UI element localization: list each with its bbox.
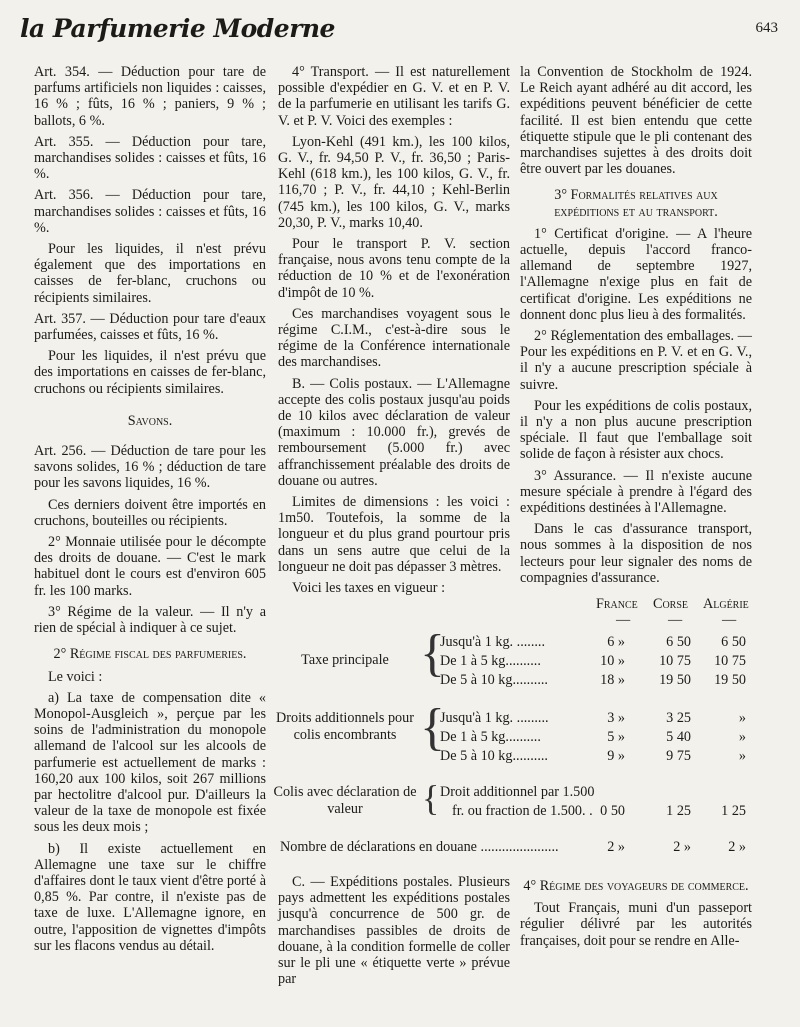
row-desc: De 1 à 5 kg.......... (440, 653, 541, 669)
paragraph: Art. 355. — Déduction pour tare, marchandises solides : caisses et fûts, 16 %. (34, 133, 266, 183)
paragraph: 3° Assurance. — Il n'existe aucune mesure spéciale à prendre à l'égard des expéditions destinées à l'Allemagne. (520, 467, 752, 517)
row-desc: De 5 à 10 kg.......... (440, 672, 548, 688)
header-dash: — (616, 612, 631, 628)
row-desc: fr. ou fraction de 1.500. . (452, 803, 593, 819)
cell: 5 40 (666, 729, 691, 745)
cell: » (738, 710, 746, 726)
paragraph: Tout Français, muni d'un passeport régulier délivré par les autorités françaises, doit pour se rendre en Alle- (520, 900, 752, 949)
header-dash: — (668, 612, 683, 628)
section-heading: 4° Régime des voyageurs de commerce. (523, 878, 749, 894)
row-desc: Nombre de déclarations en douane ...................... (280, 839, 559, 855)
column-2-bottom (278, 874, 510, 992)
paragraph: C. — Expéditions postales. Plusieurs pays admettent les expéditions postales jusqu'à concurrence de 500 gr. de marchandises passibles de droits de douane, à la condition formelle de coller sur le pli une « étiquette verte » prévue par (278, 874, 510, 988)
section-heading: 2° Régime fiscal des parfumeries. (53, 646, 247, 663)
paragraph: b) Il existe actuellement en Allemagne une taxe sur le chiffre d'affaires dont le taux vient d'être porté à 0,85 %. Par contre, il n'existe pas de taxe de luxe. L'Allemagne ignore, en outre, l'apposition de vignettes d'impôts sur les flacons vendus au détail. (34, 840, 266, 954)
paragraph: Pour les liquides, il n'est prévu également que des importations en caisses de fer-blanc, cruchons ou récipients similaires. (34, 241, 266, 306)
cell: 2 » (607, 839, 625, 855)
paragraph: Pour les liquides, il n'est prévu que des importations en caisses de fer-blanc, cruchons ou récipients similaires. (34, 348, 266, 397)
cell: 10 75 (659, 653, 691, 669)
cell: 6 » (607, 634, 625, 650)
row-desc: Jusqu'à 1 kg. ........ (440, 634, 546, 650)
paragraph: B. — Colis postaux. — L'Allemagne accepte des colis postaux jusqu'au poids de 10 kilos avec déclaration de valeur (maximum : 10.000 fr.), grevés de remboursement (5.000 fr.) avec affranchissement préalable des droits de douane ou autres. (278, 375, 510, 489)
cell: 3 » (607, 710, 625, 726)
paragraph: Lyon-Kehl (491 km.), les 100 kilos, G. V., fr. 94,50 P. V., fr. 36,50 ; Paris-Kehl (618 km.), les 100 kilos, G. V., fr. 116,70 ; P. V., fr. 44,10 ; Kehl-Berlin (745 km.), les 100 kilos, G. V., marks 20,30, P. V., marks 10,40. (278, 133, 510, 231)
column-header-corse: Corse (653, 596, 689, 612)
cell: 2 » (673, 839, 691, 855)
paragraph: Dans le cas d'assurance transport, nous sommes à la disposition de nos lecteurs pour leur signaler des noms de compagnies d'assurance. (520, 521, 752, 586)
cell: 3 25 (666, 710, 691, 726)
cell: 1 25 (666, 803, 691, 819)
row-desc: Droit additionnel par 1.500 (440, 784, 595, 800)
brace-glyph: { (420, 699, 445, 756)
paragraph: a) La taxe de compensation dite « Monopol-Ausgleich », perçue par les soins de l'administration du monopole allemand de l'alcool sur les alcools de parfumerie est actuellement de marks : 160,20 aux 100 kilos, soit 267 millions par hectolitre d'alcool pur. D'ailleurs la valeur de la taxe de monopole est fixée sous les deux mois ; (34, 689, 266, 836)
paragraph: 1° Certificat d'origine. — A l'heure actuelle, depuis l'accord franco-allemand de septembre 1927, l'Allemagne n'exige plus en fait de certificat d'origine. Les expéditions ne donnent donc plus lieu à des formalités. (520, 225, 752, 323)
column-3 (520, 64, 752, 591)
cell: 2 » (728, 839, 746, 855)
paragraph: 2° Réglementation des emballages. — Pour les expéditions en P. V. et en G. V., il n'y a aucune prescription spéciale à suivre. (520, 328, 752, 393)
column-1 (34, 64, 266, 959)
cell: 1 25 (721, 803, 746, 819)
column-header-algerie: Algérie (703, 596, 749, 612)
group-label: Taxe principale (301, 652, 389, 668)
group-label: Droits additionnels pour colis encombrants (276, 710, 414, 743)
cell: 19 50 (659, 672, 691, 688)
group-label: Colis avec déclaration de valeur (273, 784, 417, 817)
cell: 18 » (600, 672, 625, 688)
paragraph: Pour le transport P. V. section française, nous avons tenu compte de la réduction de 10 % et de l'exonération d'impôt de 10 %. (278, 236, 510, 301)
paragraph: Art. 256. — Déduction de tare pour les savons solides, 16 % ; déduction de tare pour les savons liquides, 16 %. (34, 443, 266, 492)
paragraph: Voici les taxes en vigueur : (292, 580, 446, 597)
cell: 10 75 (714, 653, 746, 669)
header-dash: — (722, 612, 737, 628)
brace-glyph: { (422, 778, 440, 818)
cell: 6 50 (666, 634, 691, 650)
row-desc: De 1 à 5 kg.......... (440, 729, 541, 745)
paragraph: Le voici : (48, 668, 103, 685)
paragraph: Art. 356. — Déduction pour tare, marchandises solides : caisses et fûts, 16 %. (34, 187, 266, 236)
paragraph: Ces derniers doivent être importés en cruchons, bouteilles ou récipients. (34, 496, 266, 529)
cell: 9 » (607, 748, 625, 764)
paragraph: 3° Régime de la valeur. — Il n'y a rien de spécial à indiquer à ce sujet. (34, 603, 266, 637)
paragraph: Ces marchandises voyagent sous le régime C.I.M., c'est-à-dire sous le régime de la Conférence internationale des marchandises. (278, 305, 510, 371)
cell: 5 » (607, 729, 625, 745)
paragraph: la Convention de Stockholm de 1924. Le Reich ayant adhéré au dit accord, les expéditions peuvent bénéficier de cette facilité. Il est bien entendu que cette étiquette stipule que le pli contenant des marchandises sujettes à des droits doit être ouvert par les douanes. (520, 64, 752, 178)
paragraph: 4° Transport. — Il est naturellement possible d'expédier en G. V. et en P. V. de la parfumerie en utilisant les tarifs G. V. et P. V. Voici des exemples : (278, 64, 510, 129)
paragraph: Art. 354. — Déduction pour tare de parfums artificiels non liquides : caisses, 16 % ; fûts, 16 % ; paniers, 9 % ; ballots, 6 %. (34, 64, 266, 129)
paragraph: 2° Monnaie utilisée pour le décompte des droits de douane. — C'est le mark habituel dont le cours est d'environ 605 fr. les 100 marks. (34, 534, 266, 599)
section-heading: 3° Formalités relatives aux expéditions et au transport. (554, 187, 718, 220)
column-3-bottom (520, 874, 752, 954)
cell: 9 75 (666, 748, 691, 764)
paragraph: Limites de dimensions : les voici : 1m50. Toutefois, la somme de la longueur et du plus grand pourtour pris dans un sens autre que celui de la longueur ne doit pas dépasser 3 mètres. (278, 494, 510, 575)
paragraph: Pour les expéditions de colis postaux, il n'y a non plus aucune prescription spéciale. Il faut que l'emballage soit solide de façon à résister aux chocs. (520, 397, 752, 463)
cell: » (738, 748, 746, 764)
column-header-france: France (596, 596, 638, 612)
section-heading: Savons. (127, 412, 173, 429)
cell: » (738, 729, 746, 745)
paragraph: Art. 357. — Déduction pour tare d'eaux parfumées, caisses et fûts, 16 %. (34, 310, 266, 344)
cell: 6 50 (721, 634, 746, 650)
cell: 19 50 (714, 672, 746, 688)
page-number: 643 (755, 20, 778, 36)
row-desc: De 5 à 10 kg.......... (440, 748, 548, 764)
masthead-logo: la Parfumerie Moderne (20, 14, 335, 43)
cell: 0 50 (600, 803, 625, 819)
brace-glyph: { (420, 625, 445, 682)
row-desc: Jusqu'à 1 kg. ......... (440, 710, 549, 726)
cell: 10 » (600, 653, 625, 669)
column-2 (278, 64, 510, 601)
